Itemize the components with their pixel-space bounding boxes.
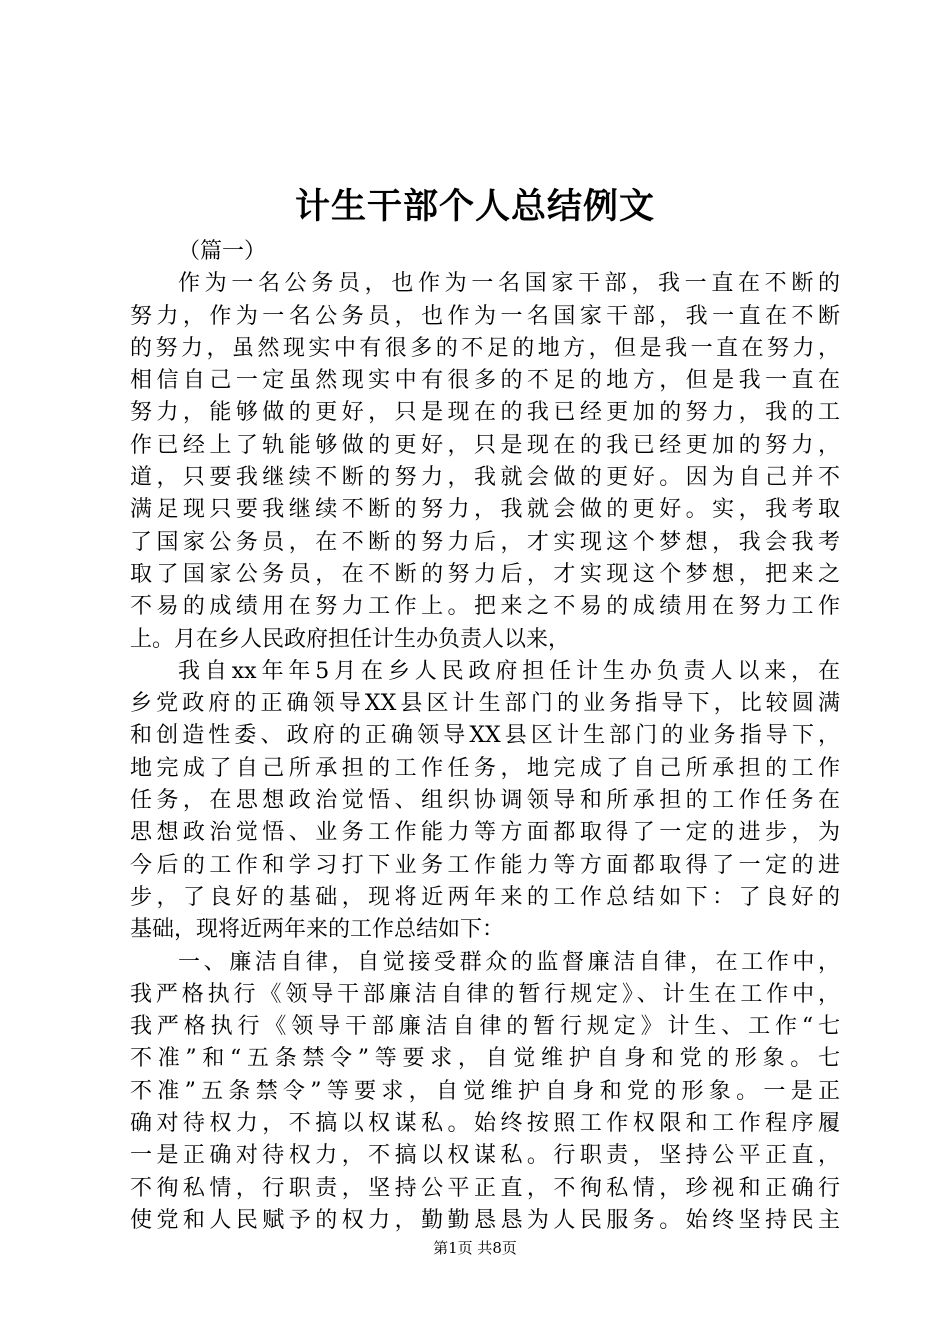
text-line: 今后的工作和学习打下业务工作能力等方面都取得了一定的进 bbox=[130, 852, 840, 878]
text-line: 的努力，虽然现实中有很多的不足的地方，但是我一直在努力， bbox=[130, 335, 840, 361]
text-line: 一是正确对待权力，不搞以权谋私。行职责，坚持公平正直， bbox=[130, 1143, 840, 1169]
text-line: 确对待权力，不搞以权谋私。始终按照工作权限和工作程序履 bbox=[130, 1111, 840, 1137]
document-body bbox=[130, 236, 840, 1237]
text-line: 思想政治觉悟、业务工作能力等方面都取得了一定的进步，为 bbox=[130, 820, 840, 846]
text-line: 一、廉洁自律，自觉接受群众的监督廉洁自律，在工作中， bbox=[178, 949, 840, 975]
page-footer: 第1页 共8页 bbox=[433, 1239, 517, 1257]
text-line: 作已经上了轨能够做的更好，只是现在的我已经更加的努力， bbox=[130, 432, 840, 458]
text-line: 使党和人民赋予的权力，勤勤恳恳为人民服务。始终坚持民主 bbox=[130, 1207, 840, 1233]
text-line: 上。月在乡人民政府担任计生办负责人以来， bbox=[130, 626, 571, 652]
text-line: 步，了良好的基础，现将近两年来的工作总结如下：了良好的 bbox=[130, 884, 840, 910]
text-line: 努力，作为一名公务员，也作为一名国家干部，我一直在不断 bbox=[130, 303, 840, 329]
text-line: 和创造性委、政府的正确领导XX县区计生部门的业务指导下， bbox=[130, 723, 840, 749]
document-title: 计生干部个人总结例文 bbox=[294, 186, 655, 227]
text-line: 相信自己一定虽然现实中有很多的不足的地方，但是我一直在 bbox=[130, 368, 840, 394]
text-line: 取了国家公务员，在不断的努力后，才实现这个梦想，把来之 bbox=[130, 561, 840, 587]
text-line: 不准”和“五条禁令”等要求，自觉维护自身和党的形象。七 bbox=[130, 1046, 840, 1072]
text-line: 作为一名公务员，也作为一名国家干部，我一直在不断的 bbox=[178, 271, 840, 297]
text-line: 满足现只要我继续不断的努力，我就会做的更好。实，我考取 bbox=[130, 497, 840, 523]
text-line: 乡党政府的正确领导XX县区计生部门的业务指导下，比较圆满 bbox=[130, 691, 840, 717]
text-line: 道，只要我继续不断的努力，我就会做的更好。因为自己并不 bbox=[130, 465, 840, 491]
text-line: 任务，在思想政治觉悟、组织协调领导和所承担的工作任务在 bbox=[130, 788, 840, 814]
text-line: 我严格执行《领导干部廉洁自律的暂行规定》、计生在工作中， bbox=[130, 981, 840, 1007]
text-line: 不准”五条禁令”等要求，自觉维护自身和党的形象。一是正 bbox=[130, 1078, 840, 1104]
text-line: 不易的成绩用在努力工作上。把来之不易的成绩用在努力工作 bbox=[130, 594, 840, 620]
text-line: 我严格执行《领导干部廉洁自律的暂行规定》计生、工作“七 bbox=[130, 1014, 840, 1040]
text-line: 地完成了自己所承担的工作任务，地完成了自己所承担的工作 bbox=[130, 755, 840, 781]
text-line: 基础，现将近两年来的工作总结如下： bbox=[130, 917, 505, 943]
text-line: 不徇私情，行职责，坚持公平正直，不徇私情，珍视和正确行 bbox=[130, 1175, 840, 1201]
text-line: 了国家公务员，在不断的努力后，才实现这个梦想，我会我考 bbox=[130, 529, 840, 555]
text-line: 我自xx年年5月在乡人民政府担任计生办负责人以来，在 bbox=[178, 658, 840, 684]
text-line: 努力，能够做的更好，只是现在的我已经更加的努力，我的工 bbox=[130, 400, 840, 426]
text-line: （篇一） bbox=[178, 239, 267, 264]
